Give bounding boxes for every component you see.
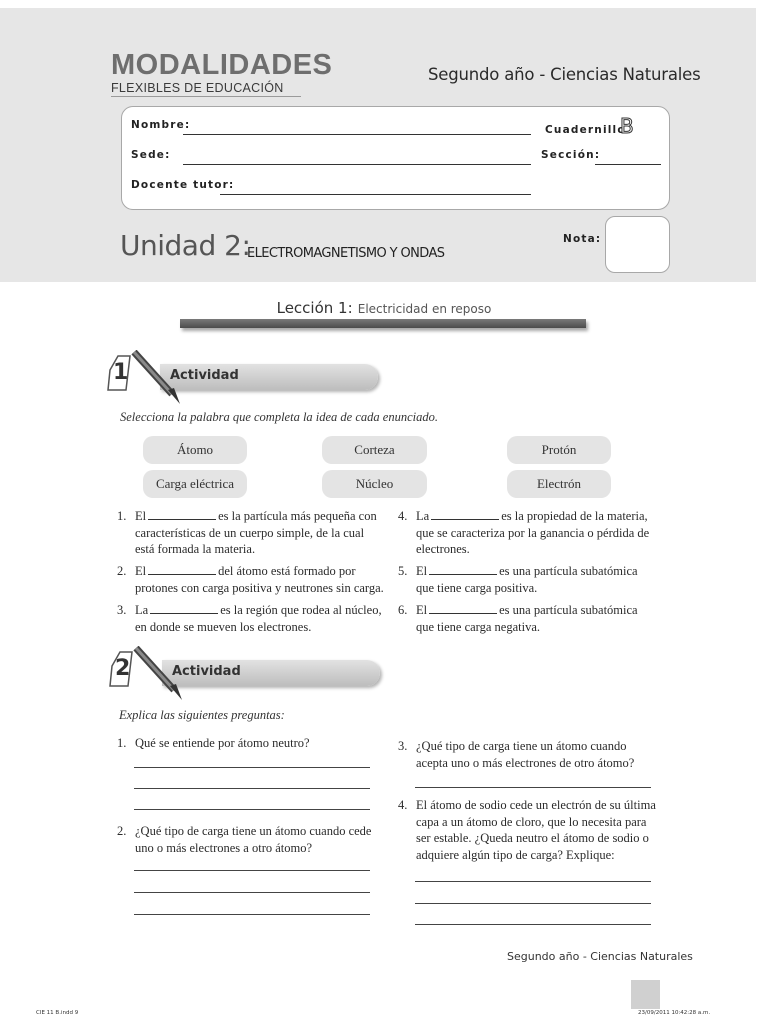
footer-text: Segundo año - Ciencias Naturales — [507, 950, 693, 963]
answer-line[interactable] — [415, 881, 651, 882]
question-number: 4. — [398, 509, 408, 523]
answer-line[interactable] — [415, 924, 651, 925]
word-chip: Protón — [507, 436, 611, 464]
question-before: El — [135, 509, 147, 523]
answer-line[interactable] — [134, 892, 370, 893]
question-number: 5. — [398, 564, 408, 578]
cuadernillo-value: B — [620, 114, 634, 138]
word-chip: Átomo — [143, 436, 247, 464]
activity2-question — [398, 738, 658, 771]
page-number-box — [631, 980, 660, 1009]
logo-title: MODALIDADES — [111, 49, 333, 81]
answer-line[interactable] — [134, 788, 370, 789]
activity1-question — [117, 563, 385, 596]
question-after: es la región que rodea al núcleo, en donde se mueven los electrones. — [135, 603, 382, 634]
question-before: La — [135, 603, 149, 617]
question-text: Qué se entiende por átomo neutro? — [135, 736, 310, 750]
answer-line[interactable] — [415, 787, 651, 788]
word-chip: Carga eléctrica — [143, 470, 247, 498]
cuadernillo-label: Cuadernillo — [545, 124, 626, 136]
blank-field[interactable] — [429, 603, 497, 614]
question-number: 3. — [117, 603, 127, 617]
answer-line[interactable] — [134, 914, 370, 915]
nota-box[interactable] — [605, 216, 670, 273]
print-timestamp: 23/09/2011 10:42:28 a.m. — [638, 1010, 711, 1016]
activity1-question — [398, 508, 654, 558]
nombre-field[interactable] — [183, 134, 531, 135]
docente-field[interactable] — [220, 194, 531, 195]
word-chip: Electrón — [507, 470, 611, 498]
question-text: ¿Qué tipo de carga tiene un átomo cuando acepta uno o más electrones de otro átomo? — [416, 739, 635, 770]
question-before: El — [416, 603, 428, 617]
word-chip: Núcleo — [322, 470, 427, 498]
question-after: del átomo está formado por protones con carga positiva y neutrones sin carga. — [135, 564, 384, 595]
question-number: 6. — [398, 603, 408, 617]
question-before: El — [416, 564, 428, 578]
seccion-field[interactable] — [595, 164, 661, 165]
sede-label: Sede: — [131, 149, 171, 161]
activity1-question — [398, 602, 654, 635]
unit-title: Unidad 2: — [120, 229, 251, 262]
blank-field[interactable] — [150, 603, 218, 614]
activity1-question — [117, 508, 385, 558]
lesson-title: Lección 1: — [276, 299, 353, 317]
logo-rule — [111, 96, 301, 97]
question-after: es una partícula subatómica que tiene carga positiva. — [416, 564, 638, 595]
question-before: La — [416, 509, 430, 523]
activity1-question — [117, 602, 385, 635]
blank-field[interactable] — [431, 509, 499, 520]
question-after: es la partícula más pequeña con características de un cuerpo simple, de la cual está formada la materia. — [135, 509, 377, 556]
question-number: 3. — [398, 739, 408, 753]
blank-field[interactable] — [148, 564, 216, 575]
activity2-question — [117, 735, 375, 752]
answer-line[interactable] — [134, 767, 370, 768]
question-number: 1. — [117, 736, 127, 750]
question-number: 1. — [117, 509, 127, 523]
activity1-question — [398, 563, 654, 596]
activity2-number: 2 — [115, 656, 131, 681]
activity1-number: 1 — [113, 360, 129, 385]
blank-field[interactable] — [148, 509, 216, 520]
answer-line[interactable] — [134, 809, 370, 810]
nota-label: Nota: — [563, 233, 602, 245]
nombre-label: Nombre: — [131, 119, 191, 131]
file-name: CIE 11 B.indd 9 — [36, 1010, 79, 1016]
lesson-heading — [0, 298, 768, 317]
activity2-question — [117, 823, 375, 856]
question-after: es la propiedad de la materia, que se caracteriza por la ganancia o pérdida de electrones. — [416, 509, 650, 556]
docente-label: Docente tutor: — [131, 179, 235, 191]
unit-subtitle: ELECTROMAGNETISMO Y ONDAS — [247, 246, 445, 261]
activity1-label: Actividad — [170, 368, 239, 383]
logo-subtitle: FLEXIBLES DE EDUCACIÓN — [111, 81, 284, 95]
sede-field[interactable] — [183, 164, 531, 165]
question-text: ¿Qué tipo de carga tiene un átomo cuando cede uno o más electrones a otro átomo? — [135, 824, 372, 855]
lesson-bar — [180, 319, 586, 328]
question-number: 2. — [117, 824, 127, 838]
activity2-question — [398, 797, 658, 863]
grade-title: Segundo año - Ciencias Naturales — [428, 65, 701, 84]
activity1-instruction: Selecciona la palabra que completa la idea de cada enunciado. — [120, 410, 438, 424]
question-number: 2. — [117, 564, 127, 578]
question-number: 4. — [398, 798, 408, 812]
word-chip: Corteza — [322, 436, 427, 464]
question-before: El — [135, 564, 147, 578]
seccion-label: Sección: — [541, 149, 601, 161]
activity2-instruction: Explica las siguientes preguntas: — [119, 708, 285, 722]
question-after: es una partícula subatómica que tiene carga negativa. — [416, 603, 638, 634]
question-text: El átomo de sodio cede un electrón de su última capa a un átomo de cloro, que lo necesita para ser estable. ¿Queda neutro el átomo de sodio o adquiere algún tipo de carga? Explique: — [416, 798, 656, 862]
answer-line[interactable] — [134, 870, 370, 871]
blank-field[interactable] — [429, 564, 497, 575]
activity2-label: Actividad — [172, 664, 241, 679]
answer-line[interactable] — [415, 903, 651, 904]
lesson-subtitle: Electricidad en reposo — [357, 302, 492, 316]
